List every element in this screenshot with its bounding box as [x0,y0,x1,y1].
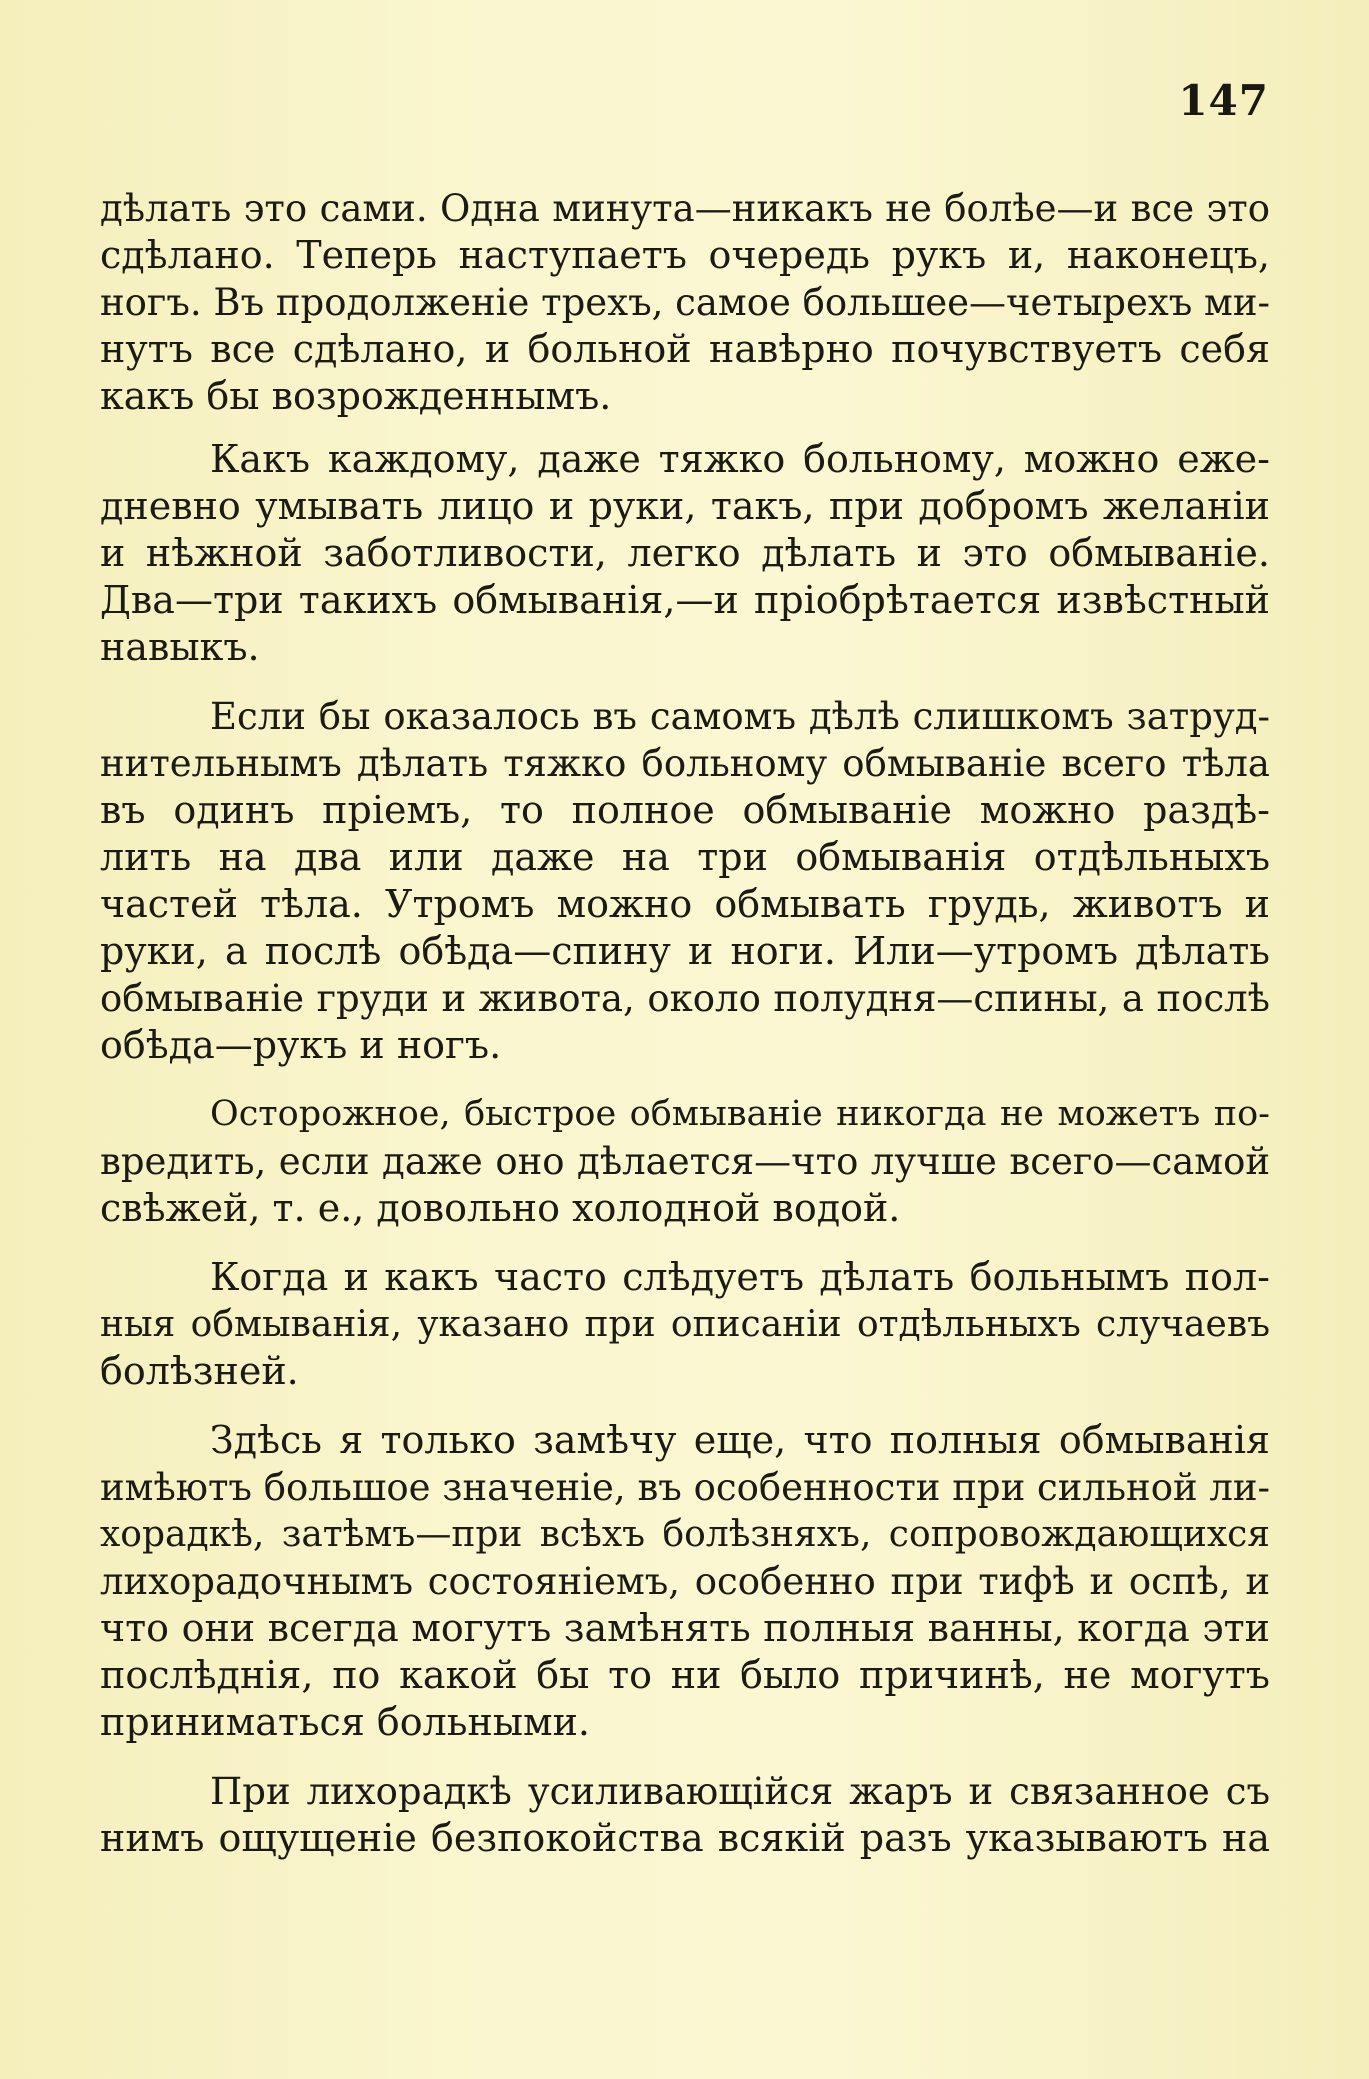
text-line: нимъ ощущеніе безпокойства всякій разъ указываютъ на [100,1816,1270,1860]
text-line: хорадкѣ, затѣмъ—при всѣхъ болѣзняхъ, сопровождающихся [100,1514,1270,1555]
body-text [100,185,1270,1884]
paragraph [100,1254,1270,1395]
text-line: и нѣжной заботливости, легко дѣлать и это обмываніе. [100,531,1270,575]
text-line: что они всегда могутъ замѣнять полныя ванны, когда эти [100,1606,1270,1650]
text-line: обѣда—рукъ и ногъ. [100,1023,502,1067]
text-line: лихорадочнымъ состояніемъ, особенно при тифѣ и оспѣ, и [100,1560,1270,1603]
text-line: При лихорадкѣ усиливающійся жаръ и связанное съ [210,1770,1270,1813]
paragraph [100,1417,1270,1746]
text-line: имѣютъ большое значеніе, въ особенности при сильной ли- [100,1466,1271,1509]
text-line: приниматься больными. [100,1700,591,1744]
text-line: свѣжей, т. е., довольно холодной водой. [100,1186,901,1230]
text-line: обмываніе груди и живота, около полудня—спины, а послѣ [100,977,1270,1020]
text-line: навыкъ. [100,625,260,669]
text-line: болѣзней. [100,1349,299,1393]
text-line: нутъ все сдѣлано, и больной навѣрно почувствуетъ себя [100,327,1270,371]
text-line: Какъ каждому, даже тяжко больному, можно еже- [210,437,1270,481]
text-line: лить на два или даже на три обмыванія отдѣльныхъ [100,835,1270,879]
text-line: Здѣсь я только замѣчу еще, что полныя обмыванія [210,1418,1270,1462]
page-number: 147 [1178,76,1269,125]
text-line: дневно умывать лицо и руки, такъ, при добромъ желаніи [100,484,1270,528]
paragraph [100,436,1270,671]
text-line: ногъ. Въ продолженіе трехъ, самое большее—четырехъ ми- [100,281,1270,324]
text-line: Осторожное, быстрое обмываніе никогда не можетъ по- [210,1094,1270,1134]
text-line: нительнымъ дѣлать тяжко больному обмываніе всего тѣла [100,742,1270,785]
paragraph [100,693,1270,1069]
paragraph [100,1091,1270,1232]
text-line: частей тѣла. Утромъ можно обмывать грудь, животъ и [100,882,1270,926]
text-line: Два—три такихъ обмыванія,—и пріобрѣтается извѣстный [100,578,1270,622]
text-line: ныя обмыванія, указано при описаніи отдѣльныхъ случаевъ [100,1304,1270,1345]
text-line: вредить, если даже оно дѣлается—что лучше всего—самой [100,1140,1270,1183]
text-line: дѣлать это сами. Одна минута—никакъ не болѣе—и все это [100,187,1270,230]
text-line: въ одинъ пріемъ, то полное обмываніе можно раздѣ- [100,788,1270,832]
text-line: сдѣлано. Теперь наступаетъ очередь рукъ и, наконецъ, [100,233,1270,277]
text-line: руки, а послѣ обѣда—спину и ноги. Или—утромъ дѣлать [100,929,1270,973]
text-line: Если бы оказалось въ самомъ дѣлѣ слишкомъ затруд- [210,695,1270,738]
paragraph [100,1768,1270,1862]
text-line: Когда и какъ часто слѣдуетъ дѣлать больнымъ пол- [210,1255,1270,1299]
text-line: какъ бы возрожденнымъ. [100,374,612,418]
text-line: послѣднія, по какой бы то ни было причинѣ, не могутъ [100,1653,1270,1697]
paragraph [100,185,1270,420]
